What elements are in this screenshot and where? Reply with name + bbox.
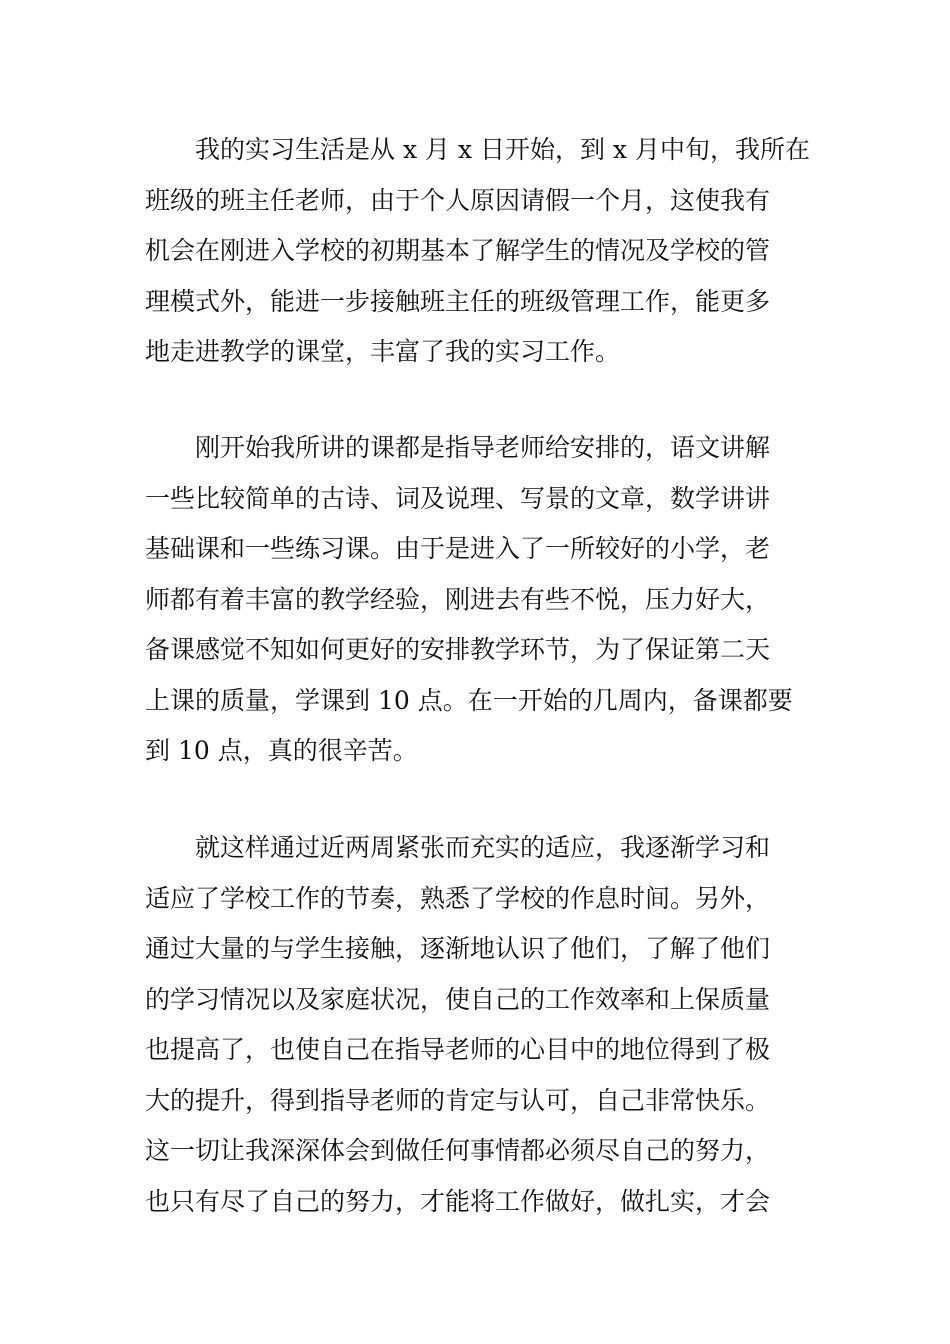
- paragraph-line: 这一切让我深深体会到做任何事情都必须尽自己的努力，: [145, 1136, 771, 1165]
- paragraph-line: 到 10 点，真的很辛苦。: [145, 736, 418, 765]
- paragraph-3: [145, 823, 810, 1227]
- paragraph-line: 适应了学校工作的节奏，熟悉了学校的作息时间。另外，: [145, 883, 771, 913]
- paragraph-line: 通过大量的与学生接触，逐渐地认识了他们，了解了他们: [145, 934, 771, 963]
- paragraph-line: 地走进教学的课堂，丰富了我的实习工作。: [145, 337, 621, 366]
- paragraph-line: 一些比较简单的古诗、词及说理、写景的文章，数学讲讲: [145, 483, 771, 513]
- paragraph-line: 就这样通过近两周紧张而充实的适应，我逐渐学习和: [195, 833, 771, 862]
- paragraph-line: 基础课和一些练习课。由于是进入了一所较好的小学，老: [145, 534, 771, 563]
- paragraph-line: 也只有尽了自己的努力，才能将工作做好，做扎实，才会: [145, 1186, 771, 1216]
- paragraph-line: 理模式外，能进一步接触班主任的班级管理工作，能更多: [145, 286, 771, 316]
- paragraph-line: 刚开始我所讲的课都是指导老师给安排的，语文讲解: [195, 433, 771, 462]
- paragraph-line: 上课的质量，学课到 10 点。在一开始的几周内，备课都要: [145, 685, 793, 715]
- paragraph-line: 大的提升，得到指导老师的肯定与认可，自己非常快乐。: [145, 1085, 771, 1115]
- paragraph-1: [145, 125, 810, 378]
- paragraph-line: 班级的班主任老师，由于个人原因请假一个月，这使我有: [145, 185, 771, 215]
- paragraph-line: 的学习情况以及家庭状况，使自己的工作效率和上保质量: [145, 984, 771, 1014]
- paragraph-2: [145, 423, 810, 777]
- paragraph-line: 我的实习生活是从 x 月 x 日开始，到 x 月中旬，我所在: [195, 135, 810, 164]
- paragraph-line: 也提高了，也使自己在指导老师的心目中的地位得到了极: [145, 1035, 771, 1064]
- paragraph-line: 师都有着丰富的教学经验，刚进去有些不悦，压力好大，: [145, 584, 771, 614]
- paragraph-line: 备课感觉不知如何更好的安排教学环节，为了保证第二天: [145, 635, 771, 664]
- paragraph-line: 机会在刚进入学校的初期基本了解学生的情况及学校的管: [145, 236, 771, 265]
